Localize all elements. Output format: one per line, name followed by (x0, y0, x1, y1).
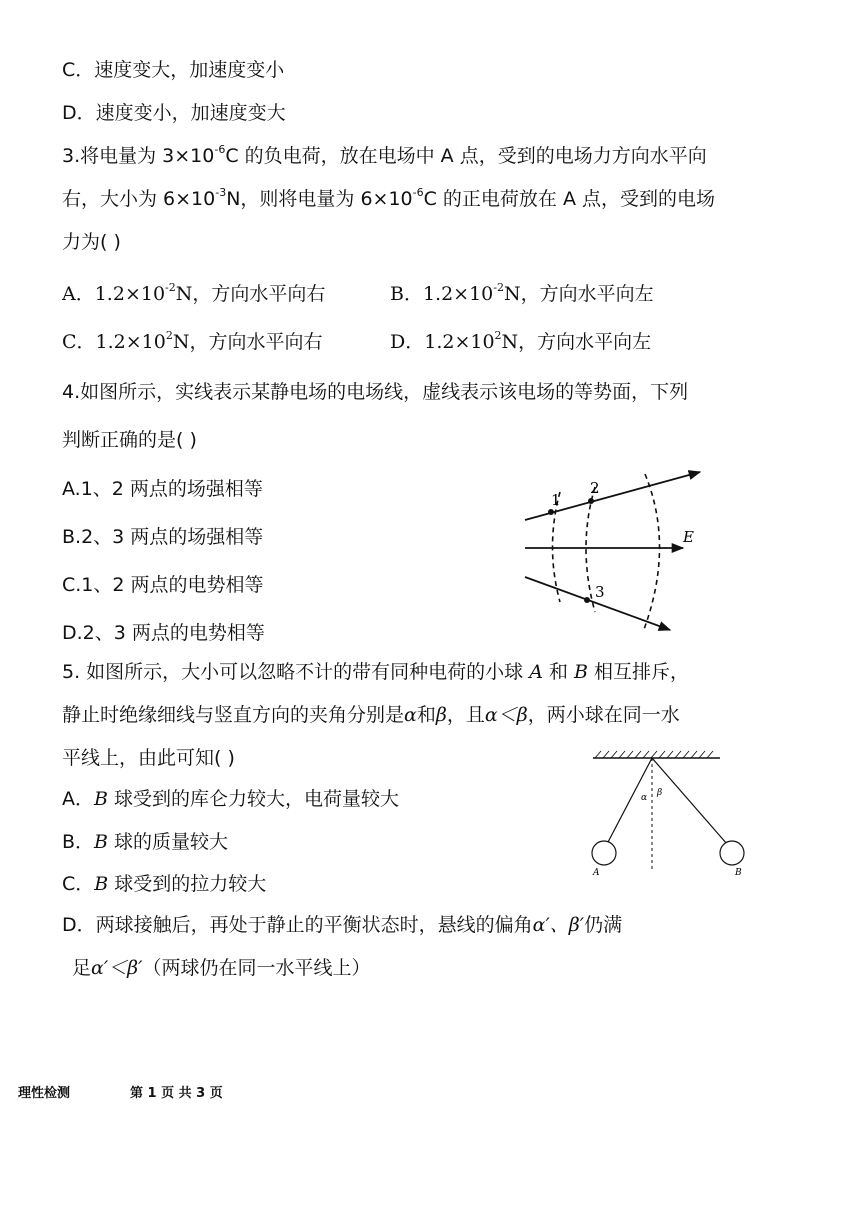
q3-exponent: -6 (214, 142, 226, 156)
q5-stem-line-2: 静止时绝缘细线与竖直方向的夹角分别是α和β，且α＜β，两小球在同一水 (62, 704, 680, 726)
ball-a (592, 841, 616, 865)
q5-option-a: A．B 球受到的库仑力较大，电荷量较大 (62, 788, 400, 810)
q3-option-b: B．$1.2\times 10^{-2}N$，方向水平向左 (390, 280, 654, 305)
footer-left-label: 理性检测 (18, 1086, 71, 1101)
q3-option-a: A．$1.2\times 10^{-2}N$，方向水平向右 (62, 280, 326, 305)
point-2-label: 2 (590, 479, 600, 497)
equipotential-arc-3 (643, 474, 660, 632)
point-1 (548, 509, 554, 515)
equipotential-arc-2 (586, 487, 595, 612)
q3-text: C 的正电荷放在 A 点，受到的电场 (423, 188, 716, 210)
ceiling-hatch (595, 751, 713, 758)
q4-option-c: C.1、2 两点的电势相等 (62, 574, 264, 596)
ball-b-label: B (735, 868, 742, 878)
q5-stem-line-1: 5. 如图所示，大小可以忽略不计的带有同种电荷的小球 A 和 B 相互排斥， (62, 661, 690, 683)
q3-stem-line-2 (62, 186, 715, 212)
q3-stem-line-1 (62, 143, 707, 169)
point-3-label: 3 (595, 583, 605, 601)
q5-stem-line-3: 平线上，由此可知( ) (62, 747, 235, 769)
q4-stem-line-2: 判断正确的是( ) (62, 429, 197, 451)
q4-option-a: A.1、2 两点的场强相等 (62, 478, 263, 500)
q5-pendulum-figure (585, 748, 765, 878)
q5-option-d-line-1: D．两球接触后，再处于静止的平衡状态时，悬线的偏角α′、β′仍满 (62, 914, 623, 936)
q3-text: 右，大小为 6×10 (62, 188, 216, 210)
q3-text: C 的负电荷，放在电场中 A 点，受到的电场力方向水平向 (225, 145, 707, 167)
q4-stem-line-1: 4.如图所示，实线表示某静电场的电场线，虚线表示该电场的等势面，下列 (62, 381, 689, 403)
q3-option-c: C．$1.2\times 10^2N$，方向水平向右 (62, 328, 323, 353)
q3-text: 3.将电量为 3×10 (62, 145, 215, 167)
angle-alpha-label: α (641, 793, 648, 803)
q2-option-d: D．速度变小，加速度变大 (62, 102, 286, 124)
point-1-label: 1 (551, 491, 561, 509)
point-2 (588, 498, 594, 504)
q5-option-b: B．B 球的质量较大 (62, 831, 229, 853)
q4-option-b: B.2、3 两点的场强相等 (62, 526, 264, 548)
q3-option-d: D．$1.2\times 10^2N$，方向水平向左 (390, 328, 652, 353)
ball-b (720, 841, 744, 865)
q5-option-c: C．B 球受到的拉力较大 (62, 873, 267, 895)
q4-field-figure (515, 462, 715, 642)
footer-page-number: 第 1 页 共 3 页 (130, 1086, 223, 1101)
q3-exponent: -6 (412, 185, 424, 199)
q3-stem-line-3: 力为( ) (62, 231, 121, 253)
q3-text: N，则将电量为 6×10 (226, 188, 413, 210)
field-e-label: E (683, 528, 694, 546)
q4-option-d: D.2、3 两点的电势相等 (62, 622, 265, 644)
angle-beta-label: β (657, 788, 663, 798)
q5-option-d-line-2: 足α′＜β′（两球仍在同一水平线上） (72, 957, 371, 979)
string-b (652, 758, 727, 844)
point-3 (584, 597, 590, 603)
q3-exponent: -3 (215, 185, 227, 199)
q2-option-c: C．速度变大，加速度变小 (62, 59, 285, 81)
ball-a-label: A (593, 868, 600, 878)
